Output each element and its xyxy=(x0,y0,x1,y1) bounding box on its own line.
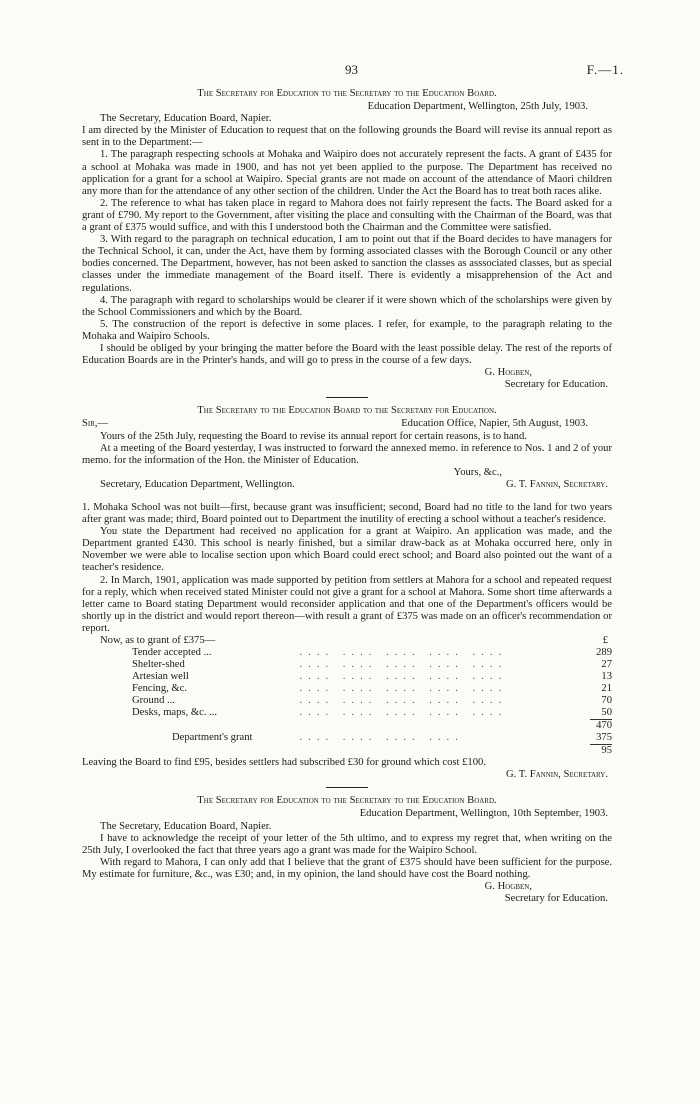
cost-table xyxy=(122,647,612,757)
leader-dots: .... .... .... .... .... xyxy=(299,683,508,695)
letter-1-paragraph: 3. With regard to the paragraph on technical education, I am to point out that if the Board decides to have managers for the Technical School, it can, under the Act, have them by forming associated classes with the Borough Council or any other bodies concerned. The Department, however, has not been asked to sanction the classes as asssociated classes, but as special classes under the immediate management of the Board itself. There is evidently a misapprehension of the Act and regulations. xyxy=(82,234,612,294)
costs-total: 470 xyxy=(596,720,612,732)
letter-2-salutation-line xyxy=(82,418,612,430)
letter-1 xyxy=(82,88,612,391)
leader-dots: .... .... .... .... .... xyxy=(299,671,508,683)
leader-dots: .... .... .... .... .... xyxy=(299,659,508,671)
letter-2-signoff-line xyxy=(82,479,612,491)
leader-dots: .... .... .... .... xyxy=(299,732,464,744)
balance: 95 xyxy=(601,745,612,757)
letter-2-paragraph: Yours of the 25th July, requesting the Board to revise its annual report for certain reasons, is to hand. xyxy=(100,430,527,442)
letter-2-salutation: Sir,— xyxy=(82,418,109,430)
leader-dots: .... .... .... .... .... xyxy=(299,695,508,707)
cost-item: Shelter-shed xyxy=(132,659,185,671)
letter-2-heading: The Secretary to the Education Board to the Secretary for Education. xyxy=(197,405,497,417)
cost-amount: 289 xyxy=(596,647,612,659)
letter-1-heading-to: the Secretary to the Education Board. xyxy=(333,88,497,99)
letter-2-heading-from: The Secretary to the Education Board xyxy=(197,405,361,417)
letter-1-place-date: Education Department, Wellington, 25th July, 1903. xyxy=(367,101,588,113)
cost-item: Artesian well xyxy=(132,671,189,683)
page-number: 93 xyxy=(345,62,358,77)
cost-item: Tender accepted ... xyxy=(132,647,212,659)
letter-2-recipient: Secretary, Education Department, Wellington. xyxy=(100,478,295,490)
document-page xyxy=(82,60,624,905)
letter-3-place-date: Education Department, Wellington, 10th September, 1903. xyxy=(359,808,608,820)
letter-1-paragraph: 4. The paragraph with regard to scholarships would be clearer if it were shown which of the scholarships were given by the School Commissioners and which by the Board. xyxy=(82,294,612,318)
memo-paragraph: 2. In March, 1901, application was made supported by petition from settlers at Mahora for a school and repeated request for a reply, which when received stated Minister could not give a grant for a school at Mahora. Some short time afterwards a letter came to Board stating Department would reconsider application and that one of the Department's officers would be shortly up in the district and would report thereon—with result a grant of £375 was made on an officer's recommendation or report. xyxy=(82,574,612,634)
cost-item: Fencing, &c. xyxy=(132,683,188,695)
department-grant-label: Department's grant xyxy=(172,732,253,744)
cost-amount: 13 xyxy=(601,671,612,683)
grant-intro: Now, as to grant of £375— xyxy=(100,635,216,647)
letter-1-addressee: The Secretary, Education Board, Napier. xyxy=(100,113,272,125)
leader-dots: .... .... .... .... .... xyxy=(299,647,508,659)
letter-3-signature-name: G. Hogben, xyxy=(484,880,532,892)
cost-row xyxy=(122,707,612,719)
annexed-memo xyxy=(82,502,612,781)
letter-3-heading-from: The Secretary for Education xyxy=(197,795,319,807)
document-reference: F.—1. xyxy=(586,62,624,77)
memo-paragraph: 1. Mohaka School was not built—first, because grant was insufficient; second, Board had no title to the land for two years after grant was made; third, Board pointed out to Department the inutility of erecting a school without a teacher's residence. xyxy=(82,502,612,526)
letter-3-addressee: The Secretary, Education Board, Napier. xyxy=(100,820,272,832)
letter-3-paragraph: I have to acknowledge the receipt of your letter of the 5th ultimo, and to express my regret that, when writing on the 25th July, I overlooked the fact that three years ago a grant was made for the Waipiro School. xyxy=(82,832,612,856)
letter-1-signature-name: G. Hogben, xyxy=(484,367,532,379)
department-grant-amount: 375 xyxy=(596,732,612,744)
memo-closing: Leaving the Board to find £95, besides settlers had subscribed £30 for ground which cost £100. xyxy=(82,757,486,769)
letter-1-heading: The Secretary for Education to the Secretary to the Education Board. xyxy=(197,88,497,99)
letter-1-paragraph: I am directed by the Minister of Education to request that on the following grounds the Board will revise its annual report as sent in to the Department:— xyxy=(82,125,612,149)
letter-3-signature-title: Secretary for Education. xyxy=(504,893,608,905)
memo-signature: G. T. Fannin, Secretary. xyxy=(505,769,608,781)
memo-paragraph: You state the Department had received no application for a grant at Waipiro. An application was made, and the Department granted £430. This school is nearly finished, but a similar draw-back as at Mohaka occurred here, only in November we were able to localise section upon which Board could erect school; and Board also pointed out the want of a teacher's residence. xyxy=(82,526,612,574)
cost-amount: 27 xyxy=(601,659,612,671)
letter-2 xyxy=(82,405,612,491)
leader-dots: .... .... .... .... .... xyxy=(299,707,508,719)
cost-amount: 21 xyxy=(601,683,612,695)
cost-row xyxy=(122,659,612,671)
cost-amount: 70 xyxy=(601,695,612,707)
letter-2-heading-to: the Secretary for Education. xyxy=(374,405,497,417)
letter-2-place-date: Education Office, Napier, 5th August, 1903. xyxy=(401,418,588,430)
cost-row xyxy=(122,683,612,695)
grant-intro-line xyxy=(82,635,612,647)
letter-1-paragraph: 5. The construction of the report is defective in some places. I refer, for example, to the paragraph relating to the Mohaka and Waipiro Schools. xyxy=(82,318,612,342)
letter-3-paragraph: With regard to Mahora, I can only add that I believe that the grant of £375 should have been sufficient for the purpose. My estimate for furniture, &c., was £30; and, in my opinion, the land should have cost the Board nothing. xyxy=(82,856,612,880)
letter-2-paragraph: At a meeting of the Board yesterday, I was instructed to forward the annexed memo. in reference to Nos. 1 and 2 of your memo. for the information of the Hon. the Minister of Education. xyxy=(82,442,612,466)
letter-1-signature-title: Secretary for Education. xyxy=(504,379,608,391)
letter-3 xyxy=(82,795,612,905)
page-header xyxy=(82,60,624,88)
cost-row xyxy=(122,671,612,683)
cost-item: Desks, maps, &c. ... xyxy=(132,707,218,719)
cost-row xyxy=(122,695,612,707)
letter-1-heading-from: The Secretary for Education xyxy=(197,88,319,99)
letter-2-yours: Yours, &c., xyxy=(453,466,502,478)
letter-2-signature: G. T. Fannin, Secretary. xyxy=(505,478,608,490)
cost-item: Ground ... xyxy=(132,695,175,707)
letter-1-paragraph: 1. The paragraph respecting schools at Mohaka and Waipiro does not accurately represent the facts. A grant of £435 for a school at Mohaka was made in 1900, and has not yet been applied to the purpose. The Department has received no application for a grant for a school at Waipiro. Special grants are not made on account of the attendance of Maori children any more than for the attendance of any other section of the children. Under the Act the Board has to treat both races alike. xyxy=(82,149,612,197)
currency-symbol: £ xyxy=(602,635,608,647)
letter-1-paragraph: 2. The reference to what has taken place in regard to Mahora does not fairly represent the facts. The Board asked for a grant of £790. My report to the Government, after visiting the place and consulting with the Chairman of the Board, was that a grant of £375 would suffice, and with this I understood both the Chairman and the Committee were satisfied. xyxy=(82,197,612,234)
letter-1-closing: I should be obliged by your bringing the matter before the Board with the least possible delay. The rest of the reports of Education Boards are in the Printer's hands, and will go to press in the course of a few days. xyxy=(82,342,612,367)
cost-amount: 50 xyxy=(601,707,612,719)
letter-3-heading: The Secretary for Education to the Secretary to the Education Board. xyxy=(197,795,497,807)
cost-row xyxy=(122,647,612,659)
section-divider xyxy=(326,397,368,398)
letter-3-heading-to: the Secretary to the Education Board. xyxy=(333,795,497,807)
section-divider xyxy=(326,787,368,788)
